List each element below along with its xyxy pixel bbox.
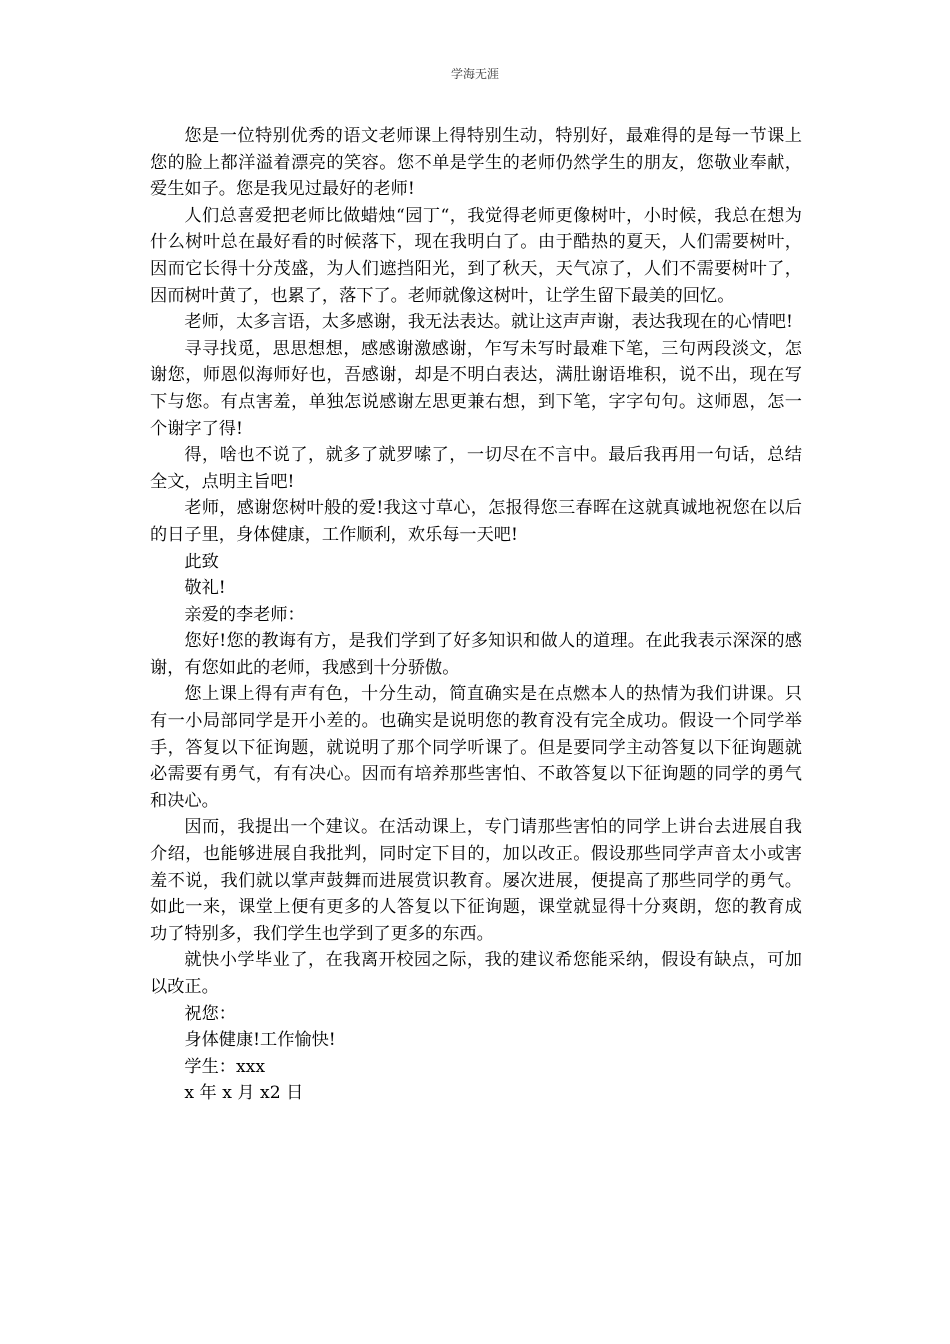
paragraph: 寻寻找觅，思思想想，感感谢激感谢，乍写未写时最难下笔，三句两段淡文，怎谢您，师恩似海师好也，吾感谢，却是不明白表达，满肚谢语堆积，说不出，现在写下与您。有点害羞，单独怎说感谢左思更兼右想，到下笔，字字句句。这师恩，怎一个谢字了得! <box>150 338 802 439</box>
signature: 学生：xxx <box>184 1056 266 1077</box>
wish-intro: 祝您： <box>184 1003 236 1024</box>
closing-salute: 敬礼! <box>184 578 226 599</box>
letter-salutation: 亲爱的李老师： <box>184 604 305 625</box>
paragraph: 您上课上得有声有色，十分生动，简直确实是在点燃本人的热情为我们讲课。只有一小局部同学是开小差的。也确实是说明您的教育没有完全成功。假设一个同学举手，答复以下征询题，就说明了那个同学听课了。但是要同学主动答复以下征询题就必需要有勇气，有有决心。因而有培养那些害怕、不敢答复以下征询题的同学的勇气和决心。 <box>150 684 802 811</box>
paragraph: 就快小学毕业了，在我离开校园之际，我的建议希您能采纳，假设有缺点，可加以改正。 <box>150 950 802 997</box>
paragraph: 您是一位特别优秀的语文老师课上得特别生动，特别好，最难得的是每一节课上您的脸上都洋溢着漂亮的笑容。您不单是学生的老师仍然学生的朋友，您敬业奉献，爱生如子。您是我见过最好的老师! <box>150 126 802 200</box>
document-body <box>150 123 802 1107</box>
closing-line: 此致 <box>184 551 219 572</box>
paragraph: 得，啥也不说了，就多了就罗嗦了，一切尽在不言中。最后我再用一句话，总结全文，点明主旨吧! <box>150 445 802 492</box>
date: x 年 x 月 x2 日 <box>184 1083 304 1104</box>
paragraph: 您好!您的教诲有方，是我们学到了好多知识和做人的道理。在此我表示深深的感谢，有您如此的老师，我感到十分骄傲。 <box>150 631 802 678</box>
paragraph: 人们总喜爱把老师比做蜡烛“园丁“，我觉得老师更像树叶，小时候，我总在想为什么树叶总在最好看的时候落下，现在我明白了。由于酷热的夏天，人们需要树叶，因而它长得十分茂盛，为人们遮挡阳光，到了秋天，天气凉了，人们不需要树叶了，因而树叶黄了，也累了，落下了。老师就像这树叶，让学生留下最美的回忆。 <box>150 205 802 306</box>
page-header: 学海无涯 <box>450 67 499 81</box>
paragraph: 老师，太多言语，太多感谢，我无法表达。就让这声声谢，表达我现在的心情吧! <box>184 312 793 333</box>
wish-text: 身体健康!工作愉快! <box>184 1030 336 1051</box>
paragraph: 老师，感谢您树叶般的爱!我这寸草心，怎报得您三春晖在这就真诚地祝您在以后的日子里，身体健康，工作顺利，欢乐每一天吧! <box>150 498 802 545</box>
paragraph: 因而，我提出一个建议。在活动课上，专门请那些害怕的同学上讲台去进展自我介绍，也能够进展自我批判，同时定下目的，加以改正。假设那些同学声音太小或害羞不说，我们就以掌声鼓舞而进展赏识教育。屡次进展，便提高了那些同学的勇气。如此一来，课堂上便有更多的人答复以下征询题，课堂就显得十分爽朗，您的教育成功了特别多，我们学生也学到了更多的东西。 <box>150 817 802 944</box>
